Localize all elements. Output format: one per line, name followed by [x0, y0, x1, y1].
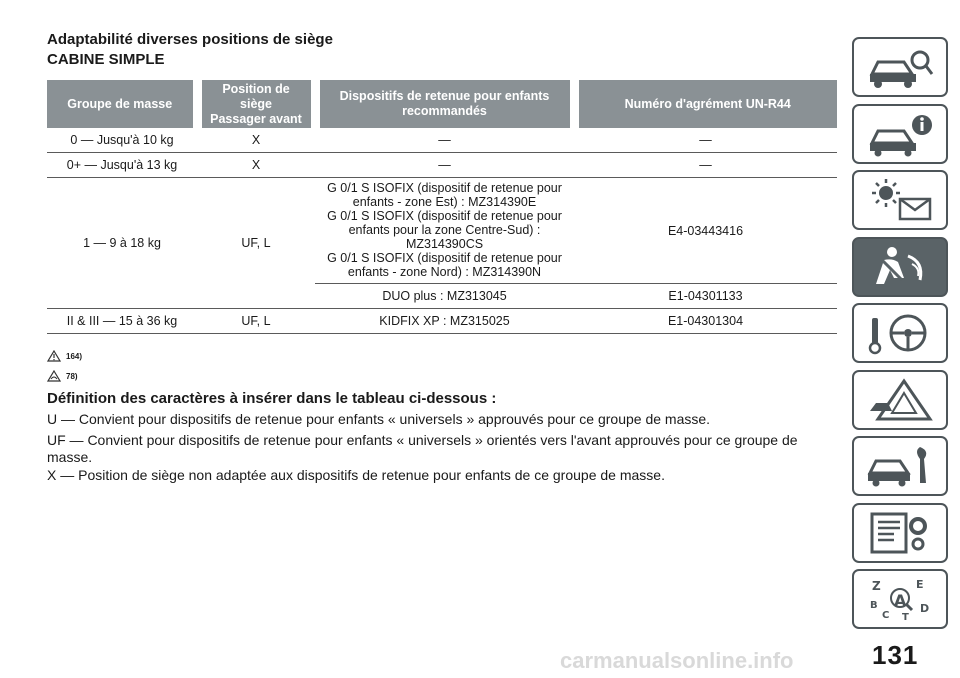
car-search-icon [864, 44, 936, 90]
cell-approval: E1-04301304 [574, 309, 837, 334]
cell-seat: X [197, 153, 315, 178]
cell-approval: E4-03443416 [574, 178, 837, 284]
table-row [47, 178, 837, 284]
cell-group: II & III — 15 à 36 kg [47, 309, 197, 334]
table-row [47, 128, 837, 153]
tab-safety[interactable] [852, 237, 948, 297]
cell-device: DUO plus : MZ313045 [315, 284, 574, 309]
steering-start-icon [864, 310, 936, 356]
warning-ref-label: 164) [66, 351, 83, 361]
cell-seat: UF, L [197, 178, 315, 309]
cell-approval: — [574, 153, 837, 178]
cell-group: 1 — 9 à 18 kg [47, 178, 197, 309]
svg-text:D: D [920, 602, 930, 615]
car-info-icon [864, 111, 936, 157]
cell-seat: X [197, 128, 315, 153]
tab-car-search[interactable] [852, 37, 948, 97]
definition-x: X — Position de siège non adaptée aux dispositifs de retenue pour enfants de ce groupe de masse. [47, 467, 665, 483]
tab-warning-lights[interactable] [852, 170, 948, 230]
safety-seatbelt-icon [864, 244, 936, 290]
header-devices: Dispositifs de retenue pour enfants recommandés [315, 80, 574, 128]
svg-text:E: E [916, 578, 924, 591]
svg-text:B: B [870, 600, 878, 611]
svg-text:C: C [882, 610, 890, 621]
section-title: Adaptabilité diverses positions de siège [47, 31, 333, 48]
tab-specs[interactable] [852, 503, 948, 563]
cell-device: G 0/1 S ISOFIX (dispositif de retenue pour enfants - zone Est) : MZ314390E G 0/1 S ISOFIX (dispositif de retenue pour enfants pour la zone Centre-Sud) : MZ314390CS G 0/1 S ISOFIX (dispositif de retenue pour enfants - zone Nord) : MZ314390N [315, 178, 574, 284]
warning-ref-78[interactable] [47, 370, 78, 382]
table-row [47, 309, 837, 334]
watermark: carmanualsonline.info [560, 648, 794, 673]
car-maintenance-icon [864, 443, 936, 489]
page-number: 131 [872, 640, 919, 670]
table-row [47, 153, 837, 178]
emergency-triangle-icon [864, 377, 936, 423]
warning-triangle-icon [47, 350, 61, 362]
cell-device: KIDFIX XP : MZ315025 [315, 309, 574, 334]
warning-lights-icon [864, 177, 936, 223]
header-group: Groupe de masse [47, 80, 197, 128]
cell-group: 0 — Jusqu'à 10 kg [47, 128, 197, 153]
specs-icon [864, 510, 936, 556]
svg-text:A: A [894, 591, 907, 610]
definition-uf: UF — Convient pour dispositifs de retenue pour enfants « universels » orientés vers l'avant approuvés pour ce groupe de masse. [47, 432, 798, 465]
header-approval: Numéro d'agrément UN-R44 [574, 80, 837, 128]
cell-device: — [315, 128, 574, 153]
cell-seat: UF, L [197, 309, 315, 334]
cell-device: — [315, 153, 574, 178]
svg-text:T: T [902, 612, 909, 622]
environment-warning-icon [47, 370, 61, 382]
chapter-nav [852, 37, 948, 636]
warning-ref-label: 78) [66, 371, 78, 381]
header-seat: Position de siège Passager avant [197, 80, 315, 128]
warning-ref-164[interactable] [47, 350, 82, 362]
definitions-heading: Définition des caractères à insérer dans le tableau ci-dessous : [47, 390, 497, 407]
tab-index[interactable] [852, 569, 948, 629]
definition-u: U — Convient pour dispositifs de retenue pour enfants « universels » approuvés pour ce groupe de masse. [47, 411, 711, 427]
cell-group: 0+ — Jusqu'à 13 kg [47, 153, 197, 178]
tab-emergency[interactable] [852, 370, 948, 430]
seat-suitability-table [47, 80, 837, 334]
tab-steering-start[interactable] [852, 303, 948, 363]
cab-title: CABINE SIMPLE [47, 51, 165, 68]
tab-maintenance[interactable] [852, 436, 948, 496]
index-letters-icon [864, 576, 936, 622]
svg-text:Z: Z [872, 579, 881, 593]
cell-approval: — [574, 128, 837, 153]
tab-car-info[interactable] [852, 104, 948, 164]
cell-approval: E1-04301133 [574, 284, 837, 309]
